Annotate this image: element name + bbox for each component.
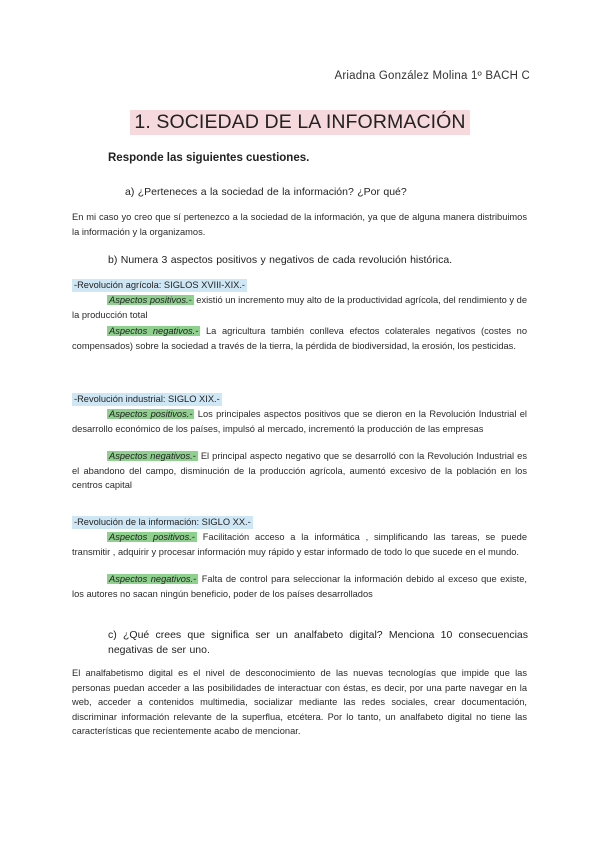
industrial-positive-text: Los principales aspectos positivos que se dieron en la Revolución Industrial el desarrollo económico de los países, impulsó al mercado, incrementó la producción de las empresas (72, 409, 527, 434)
answer-c: El analfabetismo digital es el nivel de desconocimiento de las nuevas tecnologías que impide que las personas puedan acceder a las posibilidades de interactuar con éstas, es decir, por una parte navegar en la web, acceder a contenidos multimedia, socializar mediante las redes sociales, crear documentación, discriminar información relevante de la superflua, etcétera. Por lo tanto, un analfabeto digital no tiene las características que recientemente acabo de mencionar. (72, 668, 527, 736)
information-negative-text: Falta de control para seleccionar la información debido al exceso que existe, los autores no sacan ningún beneficio, poder de los países desarrollados (72, 574, 527, 599)
agricultural-negative-text: La agricultura también conlleva efectos colaterales negativos (costes no compensados) sobre la sociedad a través de la tierra, la pérdida de biodiversidad, la erosión, los pesticidas. (72, 326, 527, 351)
positive-label: Aspectos positivos.- (109, 409, 193, 419)
information-positive-text: Facilitación acceso a la informática , simplificando las tareas, se puede transmitir , adquirir y procesar información muy rápido y estar informado de todo lo que sucede en el mundo. (72, 532, 527, 557)
section-heading-industrial: -Revolución industrial: SIGLO XIX.- (74, 394, 220, 404)
title-wrapper (0, 110, 600, 135)
industrial-negative-text: El principal aspecto negativo que se desarrolló con la Revolución Industrial es el abandono del campo, disminución de la producción agrícola, aumentó excesivo de la población en los centros capital (72, 451, 527, 490)
negative-label: Aspectos negativos.- (109, 326, 199, 336)
positive-label: Aspectos positivos.- (109, 532, 195, 542)
question-c: c) ¿Qué crees que significa ser un analfabeto digital? Menciona 10 consecuencias negativas de ser uno. (108, 629, 528, 656)
section-heading-agricultural: -Revolución agrícola: SIGLOS XVIII-XIX.- (74, 280, 246, 290)
negative-label: Aspectos negativos.- (109, 451, 196, 461)
industrial-negative (72, 449, 527, 493)
negative-label: Aspectos negativos.- (109, 574, 197, 584)
positive-label: Aspectos positivos.- (109, 295, 192, 305)
page-title: 1. SOCIEDAD DE LA INFORMACIÓN (130, 110, 469, 135)
answer-a: En mi caso yo creo que sí pertenezco a la sociedad de la información, ya que de alguna manera distribuimos la información y la organizamos. (72, 212, 527, 237)
agricultural-negative (72, 324, 527, 353)
author-line: Ariadna González Molina 1º BACH C (334, 70, 530, 82)
industrial-positive (72, 407, 527, 436)
question-a: a) ¿Perteneces a la sociedad de la información? ¿Por qué? (125, 186, 407, 198)
instructions: Responde las siguientes cuestiones. (108, 152, 310, 164)
agricultural-positive (72, 293, 527, 322)
information-positive (72, 530, 527, 559)
question-b: b) Numera 3 aspectos positivos y negativos de cada revolución histórica. (108, 254, 453, 266)
information-negative (72, 572, 527, 601)
agricultural-positive-text: existió un incremento muy alto de la productividad agrícola, del rendimiento y de la producción total (72, 295, 528, 320)
section-heading-information: -Revolución de la información: SIGLO XX.- (74, 517, 251, 527)
